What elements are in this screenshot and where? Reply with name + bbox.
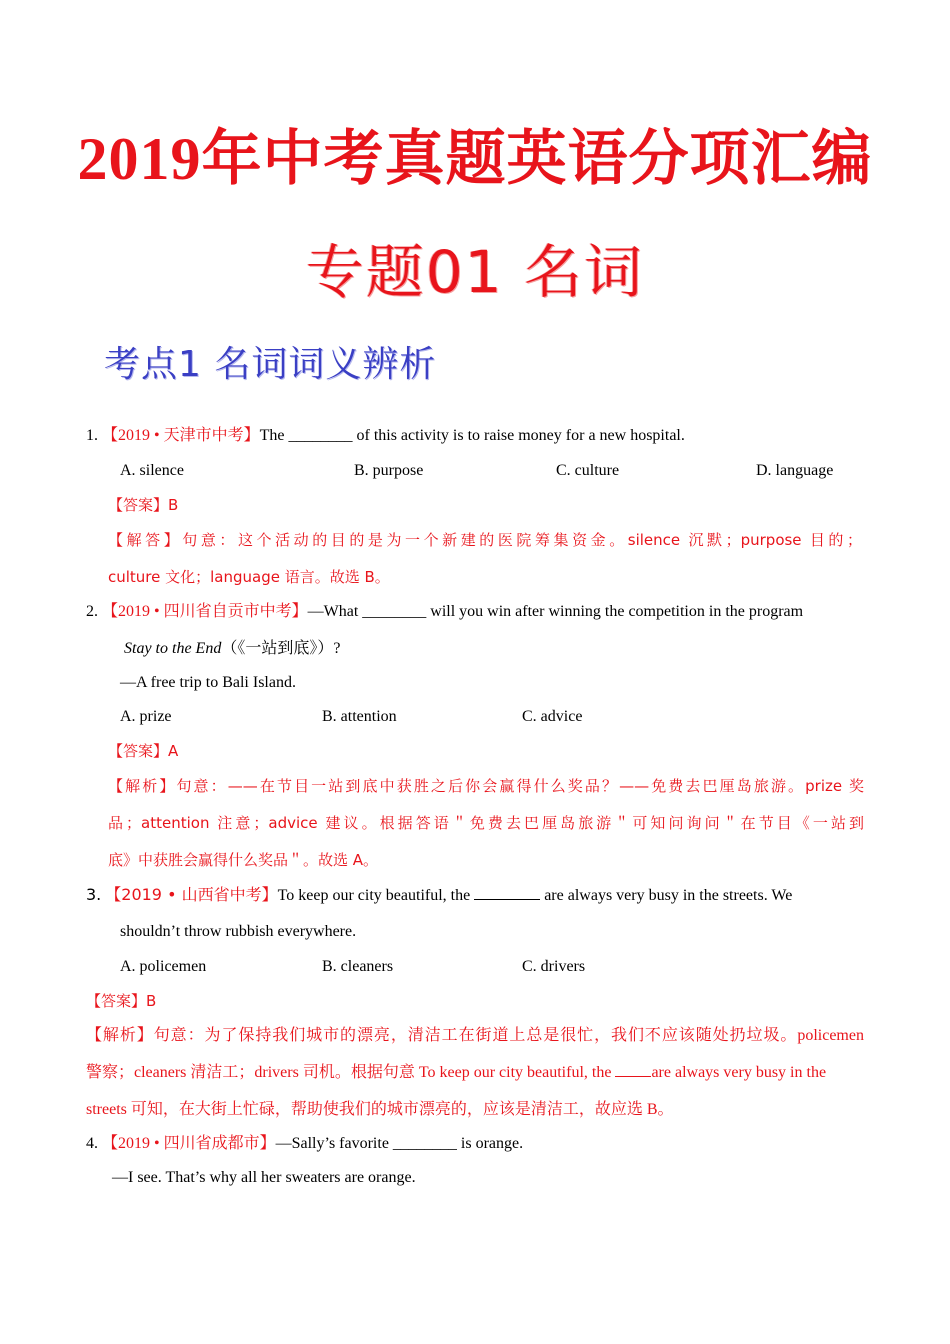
question-source: 【2019 • 四川省自贡市中考】 (102, 603, 308, 620)
option-a: A. policemen (120, 958, 207, 975)
question-number: 1. (86, 427, 98, 444)
question-text: are always very busy in the streets. We (544, 887, 793, 904)
explanation-line: 【解析】句意：——在节目一站到底中获胜之后你会赢得什么奖品？——免费去巴厘岛旅游。prize 奖 (108, 777, 864, 795)
answer: 【答案】B (108, 496, 179, 514)
question-text: —What ________ will you win after winning the competition in the program (307, 603, 804, 620)
main-title: 2019年中考真题英语分项汇编 (77, 126, 873, 192)
option-c: C. advice (522, 708, 583, 725)
answer-blank (474, 885, 540, 900)
question-3-stem (86, 884, 792, 907)
question-reply: —I see. That’s why all her sweaters are orange. (112, 1169, 416, 1186)
question-1-stem (86, 425, 685, 447)
option-b: B. attention (322, 708, 397, 725)
answer: 【答案】B (86, 992, 157, 1010)
question-2-stem (86, 601, 803, 623)
section-title: 考点1 名词词义辨析 (104, 344, 437, 385)
option-a: A. silence (120, 462, 184, 479)
question-text-cont: Stay to the End（《一站到底》）? (124, 640, 341, 657)
question-text: —Sally’s favorite ________ is orange. (275, 1135, 524, 1152)
question-number: 4. (86, 1135, 98, 1152)
option-c: C. drivers (522, 958, 586, 975)
question-text: The ________ of this activity is to raise money for a new hospital. (259, 427, 685, 444)
explanation-line: 警察；cleaners 清洁工；drivers 司机。根据句意 To keep our city beautiful, the are always very busy in the (86, 1064, 827, 1081)
question-text-cont: shouldn’t throw rubbish everywhere. (120, 923, 357, 940)
question-text: To keep our city beautiful, the (277, 887, 471, 904)
explanation-line: 品；attention 注意；advice 建议。根据答语＂免费去巴厘岛旅游＂可知问询问＂在节目《一站到 (108, 814, 864, 832)
option-a: A. prize (120, 708, 172, 725)
answer: 【答案】A (108, 742, 179, 760)
option-d: D. language (756, 462, 834, 479)
option-b: B. purpose (354, 462, 424, 479)
explanation-line: 底》中获胜会赢得什么奖品＂。故选 A。 (108, 851, 379, 869)
question-reply: —A free trip to Bali Island. (120, 674, 296, 691)
explanation-line: streets 可知，在大街上忙碌，帮助使我们的城市漂亮的，应该是清洁工，故应选 B。 (86, 1101, 674, 1118)
question-number: 3. (86, 885, 102, 904)
sub-title: 专题01 名词 (305, 238, 645, 306)
explanation-line: 【解答】句意：这个活动的目的是为一个新建的医院筹集资金。silence 沉默；purpose 目的； (108, 531, 862, 549)
question-source: 【2019 • 四川省成都市】 (102, 1135, 276, 1152)
explanation-line: 【解析】句意：为了保持我们城市的漂亮，清洁工在街道上总是很忙，我们不应该随处扔垃圾。policemen (86, 1027, 864, 1044)
explanation-line: culture 文化；language 语言。故选 B。 (108, 568, 390, 586)
program-title: Stay to the End (124, 640, 222, 657)
question-source: 【2019 • 天津市中考】 (102, 427, 260, 444)
option-b: B. cleaners (322, 958, 394, 975)
answer-blank (615, 1062, 651, 1077)
option-c: C. culture (556, 462, 620, 479)
question-number: 2. (86, 603, 98, 620)
question-4-stem (86, 1133, 523, 1155)
question-source: 【2019 • 山西省中考】 (105, 885, 278, 904)
